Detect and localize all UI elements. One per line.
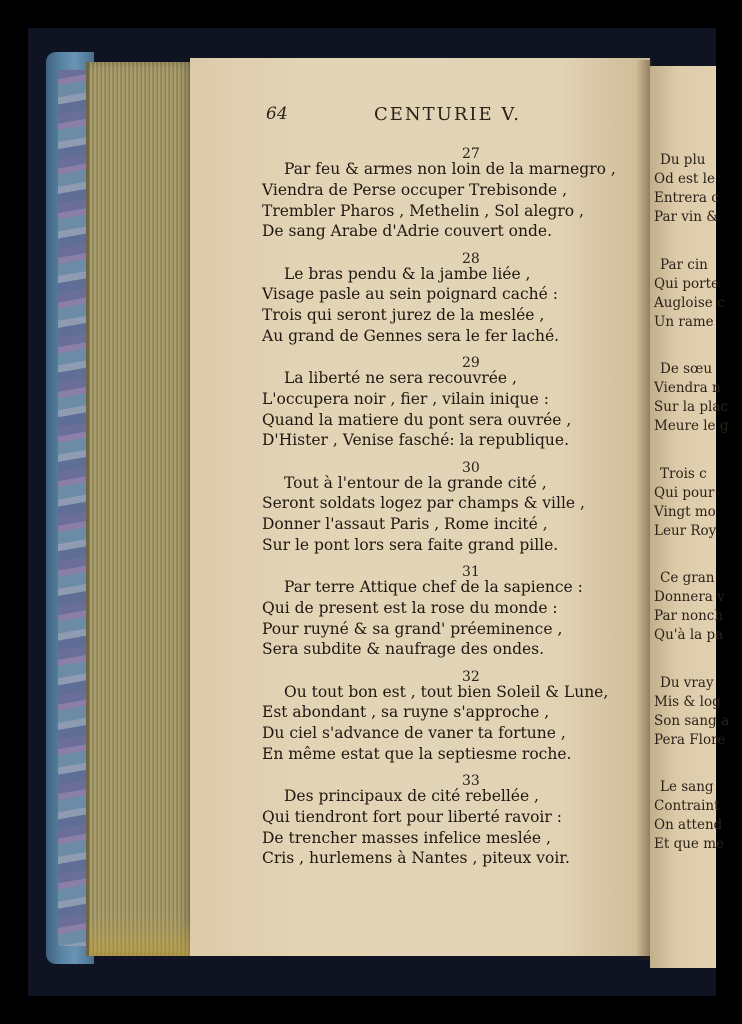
facing-page-fragment: Et que me: [654, 836, 724, 852]
facing-page-fragment: Son sang a: [654, 712, 730, 729]
verse-line: L'occupera noir , fier , vilain inique :: [262, 389, 549, 408]
verse-line: Cris , hurlemens à Nantes , piteux voir.: [262, 849, 570, 868]
verse-line: Le bras pendu & la jambe liée ,: [284, 264, 531, 283]
verse-line: Viendra de Perse occuper Trebisonde ,: [262, 180, 568, 199]
verse-line: Du ciel s'advance de vaner ta fortune ,: [262, 724, 566, 743]
facing-page-fragment: Entrera c: [654, 190, 719, 206]
verse-line: Donner l'assaut Paris , Rome incité ,: [262, 515, 548, 534]
verse-line: Par feu & armes non loin de la marnegro ,: [284, 160, 616, 178]
verse-line: Sera subdite & naufrage des ondes.: [262, 640, 545, 659]
facing-page-fragment: Augloise c: [654, 294, 725, 311]
quatrain-number: 28: [462, 250, 480, 267]
facing-page-fragment: Du vray: [660, 674, 714, 691]
facing-page-fragment: Mis & log: [654, 693, 721, 710]
facing-page-fragment: On attend: [654, 817, 723, 833]
verse-line: De trencher masses infelice meslée ,: [262, 828, 551, 847]
verse-line: Seront soldats logez par champs & ville ,: [262, 494, 585, 513]
verse-line: Par terre Attique chef de la sapience :: [284, 578, 583, 596]
facing-page-fragment: Od est le: [654, 171, 715, 187]
verse-line: Quand la matiere du pont sera ouvrée ,: [262, 410, 572, 429]
verse-line: Visage pasle au sein poignard caché :: [262, 285, 558, 304]
verse-line: Trembler Pharos , Methelin , Sol alegro ,: [262, 201, 584, 220]
facing-page-fragment: Qui porte: [654, 275, 720, 292]
quatrain-number: 29: [462, 355, 480, 371]
facing-page-fragment: Du plu: [660, 152, 706, 168]
running-title: CENTURIE V.: [374, 104, 521, 125]
verse-line: En même estat que la septiesme roche.: [262, 744, 572, 763]
facing-page-fragment: Par cin: [660, 256, 708, 273]
quatrain-number: 31: [462, 564, 480, 580]
facing-page-fragment: Le sang: [660, 779, 714, 795]
verse-line: Tout à l'entour de la grande cité ,: [284, 473, 547, 492]
page-number: 64: [266, 104, 288, 124]
verse-line: Ou tout bon est , tout bien Soleil & Lune,: [284, 682, 609, 701]
quatrain-number: 27: [462, 146, 480, 162]
quatrain-number: 30: [462, 459, 480, 476]
facing-page-fragment: Meure le g: [654, 418, 729, 434]
verse-line: Qui tiendront fort pour liberté ravoir :: [262, 807, 562, 826]
verse-line: D'Hister , Venise fasché: la republique.: [262, 431, 570, 450]
facing-page: [650, 66, 730, 968]
quatrain-number: 33: [462, 773, 480, 789]
facing-page-fragment: Par nonch: [654, 608, 724, 624]
facing-page-fragment: Vingt mo: [654, 503, 716, 520]
marbled-endpaper: [58, 70, 86, 946]
verse-line: La liberté ne sera recouvrée ,: [284, 369, 517, 387]
facing-page-fragment: De sœu: [660, 361, 713, 377]
facing-page-fragment: Un rame: [654, 313, 714, 330]
verse-line: De sang Arabe d'Adrie couvert onde.: [262, 222, 553, 241]
facing-page-fragment: Par vin &: [654, 209, 719, 225]
page-edges: [86, 62, 193, 956]
verse-line: Qui de present est la rose du monde :: [262, 598, 558, 617]
facing-page-fragment: Sur la plac: [654, 399, 728, 415]
facing-page-fragment: Trois c: [660, 465, 707, 482]
verse-line: Pour ruyné & sa grand' préeminence ,: [262, 619, 563, 638]
verse-line: Est abondant , sa ruyne s'approche ,: [262, 703, 550, 722]
facing-page-fragment: Qui pour: [654, 484, 715, 501]
verse-line: Trois qui seront jurez de la meslée ,: [262, 306, 545, 325]
verse-line: Sur le pont lors sera faite grand pille.: [262, 535, 559, 554]
quatrain-number: 32: [462, 668, 480, 685]
facing-page-fragment: Leur Roy: [654, 522, 717, 539]
facing-page-fragment: Ce gran: [660, 570, 715, 586]
facing-page-fragment: Qu'à la pa: [654, 627, 724, 643]
verse-line: Au grand de Gennes sera le fer laché.: [262, 326, 560, 345]
verse-line: Des principaux de cité rebellée ,: [284, 787, 539, 805]
facing-page-fragment: Pera Flore: [654, 731, 726, 748]
facing-page-fragment: Donnera v: [654, 589, 725, 605]
facing-page-fragment: Viendra n: [654, 380, 721, 396]
facing-page-fragment: Contraint: [654, 798, 720, 814]
